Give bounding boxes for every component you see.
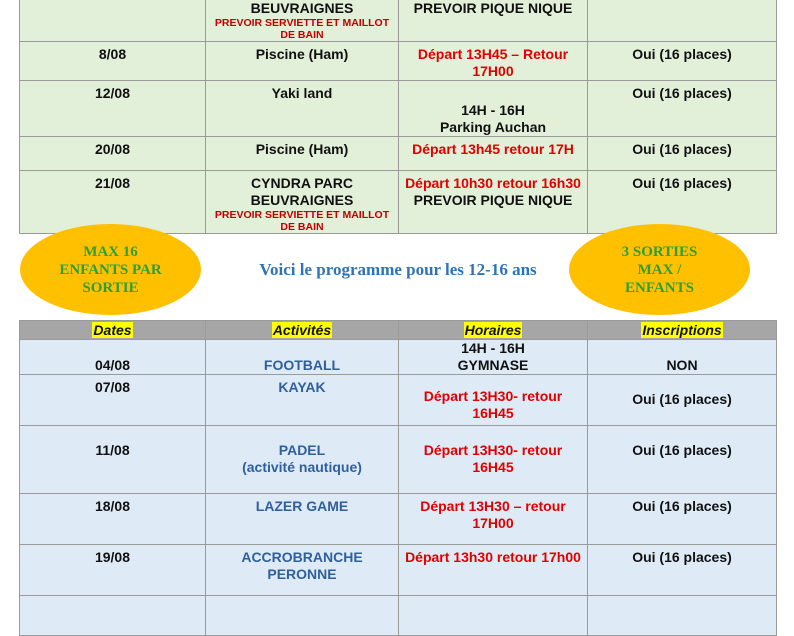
signup-cell <box>588 596 777 636</box>
signup-cell: Oui (16 places) <box>588 137 777 171</box>
activity-cell: ACCROBRANCHE PERONNE <box>206 545 399 596</box>
hours-cell: Départ 13h45 retour 17H <box>399 137 588 171</box>
header-activities: Activités <box>206 321 399 340</box>
hours-cell <box>399 81 588 137</box>
table-row <box>20 42 777 81</box>
hours-cell: 14H - 16H GYMNASE <box>399 340 588 375</box>
signup-cell: Oui (16 places) <box>588 42 777 81</box>
activity-name: PADEL <box>278 442 326 458</box>
table-row <box>20 81 777 137</box>
header-signups: Inscriptions <box>588 321 777 340</box>
signup-cell: Oui (16 places) <box>588 494 777 545</box>
hours-cell: Départ 13H30- retour 16H45 <box>399 375 588 426</box>
activity-cell <box>206 596 399 636</box>
table-row <box>20 426 777 494</box>
activity-note: PREVOIR SERVIETTE ET MAILLOT DE BAIN <box>214 17 390 41</box>
signup-cell: Oui (16 places) <box>588 426 777 494</box>
max-outings-text: 3 SORTIES MAX / ENFANTS <box>621 243 698 296</box>
table-row <box>20 0 777 42</box>
signup-cell: NON <box>588 340 777 375</box>
hours-cell: Départ 13H30 – retour 17H00 <box>399 494 588 545</box>
date-cell: 21/08 <box>20 171 206 234</box>
date-cell: 20/08 <box>20 137 206 171</box>
activity-note: PREVOIR SERVIETTE ET MAILLOT DE BAIN <box>214 209 390 233</box>
signup-cell: Oui (16 places) <box>588 81 777 137</box>
table-header-row <box>20 321 777 340</box>
activity-cell: Yaki land <box>206 81 399 137</box>
date-cell: 18/08 <box>20 494 206 545</box>
activity-cell <box>206 0 399 42</box>
hours-cell <box>399 596 588 636</box>
hours-cell <box>399 42 588 81</box>
table-row <box>20 545 777 596</box>
hours-cell <box>399 171 588 234</box>
activity-cell: KAYAK <box>206 375 399 426</box>
date-cell: 11/08 <box>20 426 206 494</box>
signup-cell: Oui (16 places) <box>588 545 777 596</box>
activity-cell: Piscine (Ham) <box>206 42 399 81</box>
hours-cell: Départ 13h30 retour 17h00 <box>399 545 588 596</box>
activity-cell: Piscine (Ham) <box>206 137 399 171</box>
date-cell <box>20 0 206 42</box>
date-cell: 04/08 <box>20 340 206 375</box>
hours-text: 14H - 16H Parking Auchan <box>439 102 547 135</box>
hours-text: PREVOIR PIQUE NIQUE <box>413 192 573 208</box>
signup-cell: Oui (16 places) <box>588 375 777 426</box>
activity-cell <box>206 426 399 494</box>
table-row <box>20 494 777 545</box>
max-children-oval <box>20 224 201 315</box>
activity-sub: (activité nautique) <box>242 459 362 475</box>
header-dates: Dates <box>20 321 206 340</box>
hours-text: PREVOIR PIQUE NIQUE <box>413 0 573 16</box>
activity-cell <box>206 171 399 234</box>
date-cell: 19/08 <box>20 545 206 596</box>
max-outings-oval <box>569 224 750 315</box>
activity-name: BEUVRAIGNES <box>250 0 354 16</box>
hours-cell: Départ 13H30- retour 16H45 <box>399 426 588 494</box>
table-row <box>20 340 777 375</box>
signup-cell <box>588 0 777 42</box>
activity-cell: FOOTBALL <box>206 340 399 375</box>
teen-schedule-table <box>19 320 777 636</box>
hours-text: Départ 13H45 – Retour 17H00 <box>417 46 569 79</box>
date-cell: 8/08 <box>20 42 206 81</box>
date-cell <box>20 596 206 636</box>
max-children-text: MAX 16 ENFANTS PAR SORTIE <box>59 243 162 296</box>
hours-red-text: Départ 10h30 retour 16h30 <box>405 175 581 191</box>
top-schedule-table <box>19 0 777 234</box>
program-title: Voici le programme pour les 12-16 ans <box>259 260 537 279</box>
date-cell: 12/08 <box>20 81 206 137</box>
activity-name: CYNDRA PARC BEUVRAIGNES <box>250 175 354 208</box>
header-hours: Horaires <box>399 321 588 340</box>
date-cell: 07/08 <box>20 375 206 426</box>
table-row-partial <box>20 596 777 636</box>
table-row <box>20 137 777 171</box>
hours-cell <box>399 0 588 42</box>
table-row <box>20 375 777 426</box>
activity-cell: LAZER GAME <box>206 494 399 545</box>
signup-cell: Oui (16 places) <box>588 171 777 234</box>
